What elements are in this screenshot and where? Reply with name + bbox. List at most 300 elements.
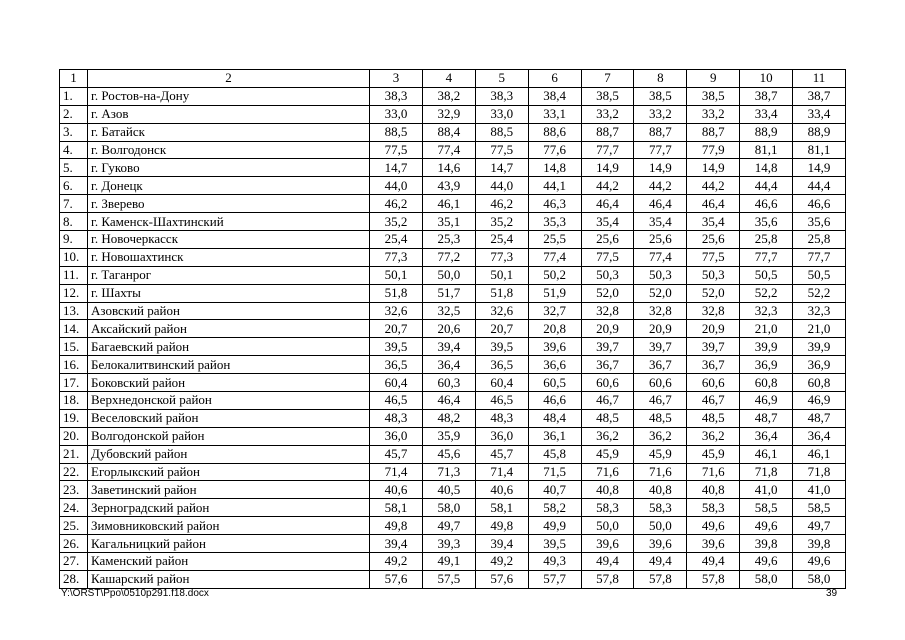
region-name-cell: Каменский район <box>88 553 370 571</box>
value-cell: 35,2 <box>370 213 423 231</box>
value-cell: 25,3 <box>422 231 475 249</box>
row-number-cell: 2. <box>60 105 88 123</box>
value-cell: 20,7 <box>370 320 423 338</box>
row-number-cell: 27. <box>60 553 88 571</box>
value-cell: 49,2 <box>475 553 528 571</box>
value-cell: 14,7 <box>475 159 528 177</box>
value-cell: 40,8 <box>687 481 740 499</box>
value-cell: 57,8 <box>687 570 740 588</box>
value-cell: 25,6 <box>581 231 634 249</box>
value-cell: 48,5 <box>687 409 740 427</box>
region-name-cell: Боковский район <box>88 374 370 392</box>
value-cell: 39,7 <box>634 338 687 356</box>
value-cell: 57,5 <box>422 570 475 588</box>
value-cell: 52,0 <box>581 284 634 302</box>
value-cell: 36,2 <box>687 427 740 445</box>
value-cell: 52,0 <box>634 284 687 302</box>
value-cell: 35,4 <box>687 213 740 231</box>
value-cell: 46,3 <box>528 195 581 213</box>
value-cell: 71,4 <box>475 463 528 481</box>
value-cell: 71,3 <box>422 463 475 481</box>
value-cell: 49,9 <box>528 517 581 535</box>
table-row <box>60 481 846 499</box>
value-cell: 14,6 <box>422 159 475 177</box>
value-cell: 39,6 <box>581 535 634 553</box>
row-number-cell: 28. <box>60 570 88 588</box>
value-cell: 36,1 <box>528 427 581 445</box>
value-cell: 35,1 <box>422 213 475 231</box>
row-number-cell: 7. <box>60 195 88 213</box>
row-number-cell: 13. <box>60 302 88 320</box>
value-cell: 60,6 <box>687 374 740 392</box>
value-cell: 58,1 <box>475 499 528 517</box>
row-number-cell: 9. <box>60 231 88 249</box>
value-cell: 51,8 <box>370 284 423 302</box>
region-name-cell: Белокалитвинский район <box>88 356 370 374</box>
region-name-cell: Зерноградский район <box>88 499 370 517</box>
value-cell: 57,6 <box>370 570 423 588</box>
value-cell: 39,7 <box>687 338 740 356</box>
value-cell: 48,2 <box>422 409 475 427</box>
row-number-cell: 3. <box>60 123 88 141</box>
value-cell: 50,3 <box>634 266 687 284</box>
value-cell: 48,3 <box>370 409 423 427</box>
value-cell: 77,4 <box>634 248 687 266</box>
value-cell: 58,5 <box>740 499 793 517</box>
value-cell: 71,6 <box>687 463 740 481</box>
table-row <box>60 231 846 249</box>
row-number-cell: 14. <box>60 320 88 338</box>
value-cell: 46,4 <box>687 195 740 213</box>
value-cell: 46,4 <box>634 195 687 213</box>
value-cell: 46,1 <box>422 195 475 213</box>
value-cell: 58,1 <box>370 499 423 517</box>
value-cell: 77,5 <box>581 248 634 266</box>
value-cell: 36,5 <box>370 356 423 374</box>
value-cell: 35,6 <box>793 213 846 231</box>
value-cell: 50,3 <box>687 266 740 284</box>
value-cell: 20,7 <box>475 320 528 338</box>
value-cell: 44,4 <box>793 177 846 195</box>
value-cell: 57,7 <box>528 570 581 588</box>
value-cell: 49,8 <box>370 517 423 535</box>
value-cell: 40,8 <box>634 481 687 499</box>
value-cell: 77,5 <box>370 141 423 159</box>
row-number-cell: 19. <box>60 409 88 427</box>
value-cell: 44,1 <box>528 177 581 195</box>
value-cell: 25,6 <box>687 231 740 249</box>
value-cell: 44,4 <box>740 177 793 195</box>
value-cell: 60,8 <box>793 374 846 392</box>
value-cell: 51,7 <box>422 284 475 302</box>
region-name-cell: г. Зверево <box>88 195 370 213</box>
value-cell: 36,4 <box>422 356 475 374</box>
table-row <box>60 87 846 105</box>
value-cell: 20,9 <box>581 320 634 338</box>
table-row <box>60 320 846 338</box>
value-cell: 46,2 <box>475 195 528 213</box>
value-cell: 39,6 <box>687 535 740 553</box>
value-cell: 38,4 <box>528 87 581 105</box>
value-cell: 49,6 <box>793 553 846 571</box>
value-cell: 36,0 <box>370 427 423 445</box>
value-cell: 32,6 <box>475 302 528 320</box>
column-header: 3 <box>370 70 423 88</box>
value-cell: 58,2 <box>528 499 581 517</box>
value-cell: 49,3 <box>528 553 581 571</box>
region-name-cell: Азовский район <box>88 302 370 320</box>
table-row <box>60 409 846 427</box>
value-cell: 39,4 <box>370 535 423 553</box>
value-cell: 58,0 <box>422 499 475 517</box>
value-cell: 60,8 <box>740 374 793 392</box>
row-number-cell: 25. <box>60 517 88 535</box>
value-cell: 49,4 <box>687 553 740 571</box>
table-row <box>60 302 846 320</box>
value-cell: 57,6 <box>475 570 528 588</box>
value-cell: 71,4 <box>370 463 423 481</box>
value-cell: 14,9 <box>581 159 634 177</box>
region-name-cell: Кашарский район <box>88 570 370 588</box>
region-name-cell: Егорлыкский район <box>88 463 370 481</box>
value-cell: 77,5 <box>687 248 740 266</box>
value-cell: 46,6 <box>740 195 793 213</box>
row-number-cell: 22. <box>60 463 88 481</box>
column-header: 7 <box>581 70 634 88</box>
region-name-cell: г. Каменск-Шахтинский <box>88 213 370 231</box>
table-body <box>60 87 846 588</box>
value-cell: 50,0 <box>422 266 475 284</box>
value-cell: 32,8 <box>687 302 740 320</box>
value-cell: 48,5 <box>634 409 687 427</box>
value-cell: 46,6 <box>793 195 846 213</box>
row-number-cell: 26. <box>60 535 88 553</box>
region-name-cell: г. Батайск <box>88 123 370 141</box>
footer-file-path: Y:\ORST\Ppo\0510p291.f18.docx <box>61 588 209 599</box>
value-cell: 33,2 <box>581 105 634 123</box>
value-cell: 33,4 <box>793 105 846 123</box>
table-row <box>60 392 846 410</box>
row-number-cell: 18. <box>60 392 88 410</box>
table-row <box>60 535 846 553</box>
value-cell: 33,4 <box>740 105 793 123</box>
value-cell: 81,1 <box>740 141 793 159</box>
value-cell: 45,9 <box>581 445 634 463</box>
value-cell: 36,5 <box>475 356 528 374</box>
value-cell: 36,7 <box>581 356 634 374</box>
value-cell: 39,9 <box>793 338 846 356</box>
value-cell: 39,6 <box>634 535 687 553</box>
table-row <box>60 338 846 356</box>
value-cell: 35,2 <box>475 213 528 231</box>
value-cell: 35,4 <box>634 213 687 231</box>
value-cell: 35,3 <box>528 213 581 231</box>
row-number-cell: 23. <box>60 481 88 499</box>
value-cell: 50,1 <box>475 266 528 284</box>
value-cell: 14,9 <box>687 159 740 177</box>
value-cell: 33,2 <box>634 105 687 123</box>
value-cell: 77,7 <box>634 141 687 159</box>
value-cell: 50,0 <box>581 517 634 535</box>
value-cell: 88,7 <box>634 123 687 141</box>
value-cell: 39,8 <box>740 535 793 553</box>
region-name-cell: Багаевский район <box>88 338 370 356</box>
value-cell: 60,4 <box>475 374 528 392</box>
value-cell: 77,7 <box>740 248 793 266</box>
value-cell: 46,1 <box>793 445 846 463</box>
value-cell: 25,8 <box>793 231 846 249</box>
table-header-row <box>60 70 846 88</box>
table-row <box>60 517 846 535</box>
region-name-cell: г. Новочеркасск <box>88 231 370 249</box>
value-cell: 25,8 <box>740 231 793 249</box>
value-cell: 46,2 <box>370 195 423 213</box>
value-cell: 71,8 <box>793 463 846 481</box>
row-number-cell: 21. <box>60 445 88 463</box>
value-cell: 45,7 <box>475 445 528 463</box>
value-cell: 88,7 <box>687 123 740 141</box>
region-name-cell: Зимовниковский район <box>88 517 370 535</box>
value-cell: 77,9 <box>687 141 740 159</box>
value-cell: 32,3 <box>793 302 846 320</box>
value-cell: 49,7 <box>422 517 475 535</box>
table-row <box>60 553 846 571</box>
value-cell: 20,8 <box>528 320 581 338</box>
value-cell: 49,4 <box>581 553 634 571</box>
value-cell: 35,4 <box>581 213 634 231</box>
row-number-cell: 10. <box>60 248 88 266</box>
value-cell: 60,3 <box>422 374 475 392</box>
row-number-cell: 20. <box>60 427 88 445</box>
value-cell: 32,3 <box>740 302 793 320</box>
value-cell: 14,8 <box>740 159 793 177</box>
row-number-cell: 12. <box>60 284 88 302</box>
value-cell: 77,5 <box>475 141 528 159</box>
table-row <box>60 499 846 517</box>
value-cell: 21,0 <box>793 320 846 338</box>
value-cell: 50,1 <box>370 266 423 284</box>
value-cell: 33,0 <box>475 105 528 123</box>
value-cell: 57,8 <box>634 570 687 588</box>
value-cell: 46,9 <box>793 392 846 410</box>
table-row <box>60 105 846 123</box>
region-name-cell: Веселовский район <box>88 409 370 427</box>
value-cell: 51,9 <box>528 284 581 302</box>
value-cell: 39,4 <box>422 338 475 356</box>
value-cell: 77,6 <box>528 141 581 159</box>
row-number-cell: 8. <box>60 213 88 231</box>
region-name-cell: г. Донецк <box>88 177 370 195</box>
value-cell: 58,0 <box>793 570 846 588</box>
value-cell: 49,6 <box>740 553 793 571</box>
value-cell: 81,1 <box>793 141 846 159</box>
value-cell: 48,7 <box>793 409 846 427</box>
region-name-cell: Кагальницкий район <box>88 535 370 553</box>
value-cell: 25,6 <box>634 231 687 249</box>
region-name-cell: г. Волгодонск <box>88 141 370 159</box>
row-number-cell: 5. <box>60 159 88 177</box>
value-cell: 38,2 <box>422 87 475 105</box>
value-cell: 25,4 <box>370 231 423 249</box>
value-cell: 58,0 <box>740 570 793 588</box>
table-row <box>60 374 846 392</box>
region-name-cell: Волгодонской район <box>88 427 370 445</box>
value-cell: 39,5 <box>528 535 581 553</box>
value-cell: 48,5 <box>581 409 634 427</box>
value-cell: 48,3 <box>475 409 528 427</box>
value-cell: 39,5 <box>475 338 528 356</box>
value-cell: 49,7 <box>793 517 846 535</box>
value-cell: 20,6 <box>422 320 475 338</box>
value-cell: 36,9 <box>740 356 793 374</box>
value-cell: 39,5 <box>370 338 423 356</box>
value-cell: 32,8 <box>634 302 687 320</box>
value-cell: 46,9 <box>740 392 793 410</box>
value-cell: 45,7 <box>370 445 423 463</box>
value-cell: 58,5 <box>793 499 846 517</box>
data-table <box>59 69 846 589</box>
value-cell: 44,0 <box>475 177 528 195</box>
value-cell: 20,9 <box>687 320 740 338</box>
value-cell: 25,5 <box>528 231 581 249</box>
table-row <box>60 213 846 231</box>
value-cell: 41,0 <box>793 481 846 499</box>
value-cell: 52,0 <box>687 284 740 302</box>
value-cell: 43,9 <box>422 177 475 195</box>
value-cell: 39,9 <box>740 338 793 356</box>
column-header: 11 <box>793 70 846 88</box>
value-cell: 39,8 <box>793 535 846 553</box>
table-row <box>60 195 846 213</box>
value-cell: 77,7 <box>581 141 634 159</box>
table-row <box>60 427 846 445</box>
value-cell: 38,5 <box>687 87 740 105</box>
column-header: 2 <box>88 70 370 88</box>
value-cell: 88,7 <box>581 123 634 141</box>
row-number-cell: 11. <box>60 266 88 284</box>
value-cell: 32,5 <box>422 302 475 320</box>
column-header: 8 <box>634 70 687 88</box>
value-cell: 77,4 <box>422 141 475 159</box>
value-cell: 88,9 <box>740 123 793 141</box>
value-cell: 49,8 <box>475 517 528 535</box>
value-cell: 36,2 <box>634 427 687 445</box>
value-cell: 38,3 <box>370 87 423 105</box>
row-number-cell: 4. <box>60 141 88 159</box>
value-cell: 88,9 <box>793 123 846 141</box>
value-cell: 58,3 <box>687 499 740 517</box>
value-cell: 49,2 <box>370 553 423 571</box>
value-cell: 44,2 <box>634 177 687 195</box>
value-cell: 36,4 <box>793 427 846 445</box>
value-cell: 46,5 <box>475 392 528 410</box>
value-cell: 71,6 <box>634 463 687 481</box>
value-cell: 38,5 <box>634 87 687 105</box>
value-cell: 77,3 <box>370 248 423 266</box>
value-cell: 21,0 <box>740 320 793 338</box>
value-cell: 33,0 <box>370 105 423 123</box>
value-cell: 35,9 <box>422 427 475 445</box>
region-name-cell: Аксайский район <box>88 320 370 338</box>
value-cell: 46,4 <box>422 392 475 410</box>
value-cell: 50,3 <box>581 266 634 284</box>
value-cell: 36,6 <box>528 356 581 374</box>
value-cell: 57,8 <box>581 570 634 588</box>
column-header: 5 <box>475 70 528 88</box>
value-cell: 50,5 <box>793 266 846 284</box>
value-cell: 39,4 <box>475 535 528 553</box>
column-header: 4 <box>422 70 475 88</box>
region-name-cell: Заветинский район <box>88 481 370 499</box>
value-cell: 45,9 <box>634 445 687 463</box>
footer-page-number: 39 <box>826 588 838 599</box>
table-row <box>60 141 846 159</box>
value-cell: 14,8 <box>528 159 581 177</box>
value-cell: 36,0 <box>475 427 528 445</box>
value-cell: 58,3 <box>634 499 687 517</box>
value-cell: 71,6 <box>581 463 634 481</box>
value-cell: 49,4 <box>634 553 687 571</box>
value-cell: 77,7 <box>793 248 846 266</box>
value-cell: 88,5 <box>370 123 423 141</box>
region-name-cell: г. Новошахтинск <box>88 248 370 266</box>
value-cell: 50,0 <box>634 517 687 535</box>
value-cell: 35,6 <box>740 213 793 231</box>
row-number-cell: 24. <box>60 499 88 517</box>
value-cell: 52,2 <box>793 284 846 302</box>
value-cell: 77,2 <box>422 248 475 266</box>
value-cell: 52,2 <box>740 284 793 302</box>
value-cell: 60,4 <box>370 374 423 392</box>
value-cell: 40,5 <box>422 481 475 499</box>
value-cell: 48,7 <box>740 409 793 427</box>
column-header: 6 <box>528 70 581 88</box>
table-row <box>60 284 846 302</box>
value-cell: 71,8 <box>740 463 793 481</box>
value-cell: 60,5 <box>528 374 581 392</box>
value-cell: 71,5 <box>528 463 581 481</box>
table-row <box>60 248 846 266</box>
value-cell: 41,0 <box>740 481 793 499</box>
value-cell: 40,7 <box>528 481 581 499</box>
value-cell: 88,4 <box>422 123 475 141</box>
value-cell: 48,4 <box>528 409 581 427</box>
table-row <box>60 123 846 141</box>
row-number-cell: 6. <box>60 177 88 195</box>
column-header: 9 <box>687 70 740 88</box>
value-cell: 38,7 <box>793 87 846 105</box>
table-row <box>60 356 846 374</box>
table-row <box>60 463 846 481</box>
column-header: 1 <box>60 70 88 88</box>
row-number-cell: 15. <box>60 338 88 356</box>
value-cell: 45,8 <box>528 445 581 463</box>
table-row <box>60 445 846 463</box>
region-name-cell: Верхнедонской район <box>88 392 370 410</box>
value-cell: 39,7 <box>581 338 634 356</box>
table-row <box>60 159 846 177</box>
value-cell: 36,2 <box>581 427 634 445</box>
value-cell: 46,7 <box>581 392 634 410</box>
value-cell: 60,6 <box>581 374 634 392</box>
table-row <box>60 570 846 588</box>
table-row <box>60 266 846 284</box>
value-cell: 88,5 <box>475 123 528 141</box>
value-cell: 88,6 <box>528 123 581 141</box>
value-cell: 40,6 <box>370 481 423 499</box>
value-cell: 38,5 <box>581 87 634 105</box>
value-cell: 60,6 <box>634 374 687 392</box>
